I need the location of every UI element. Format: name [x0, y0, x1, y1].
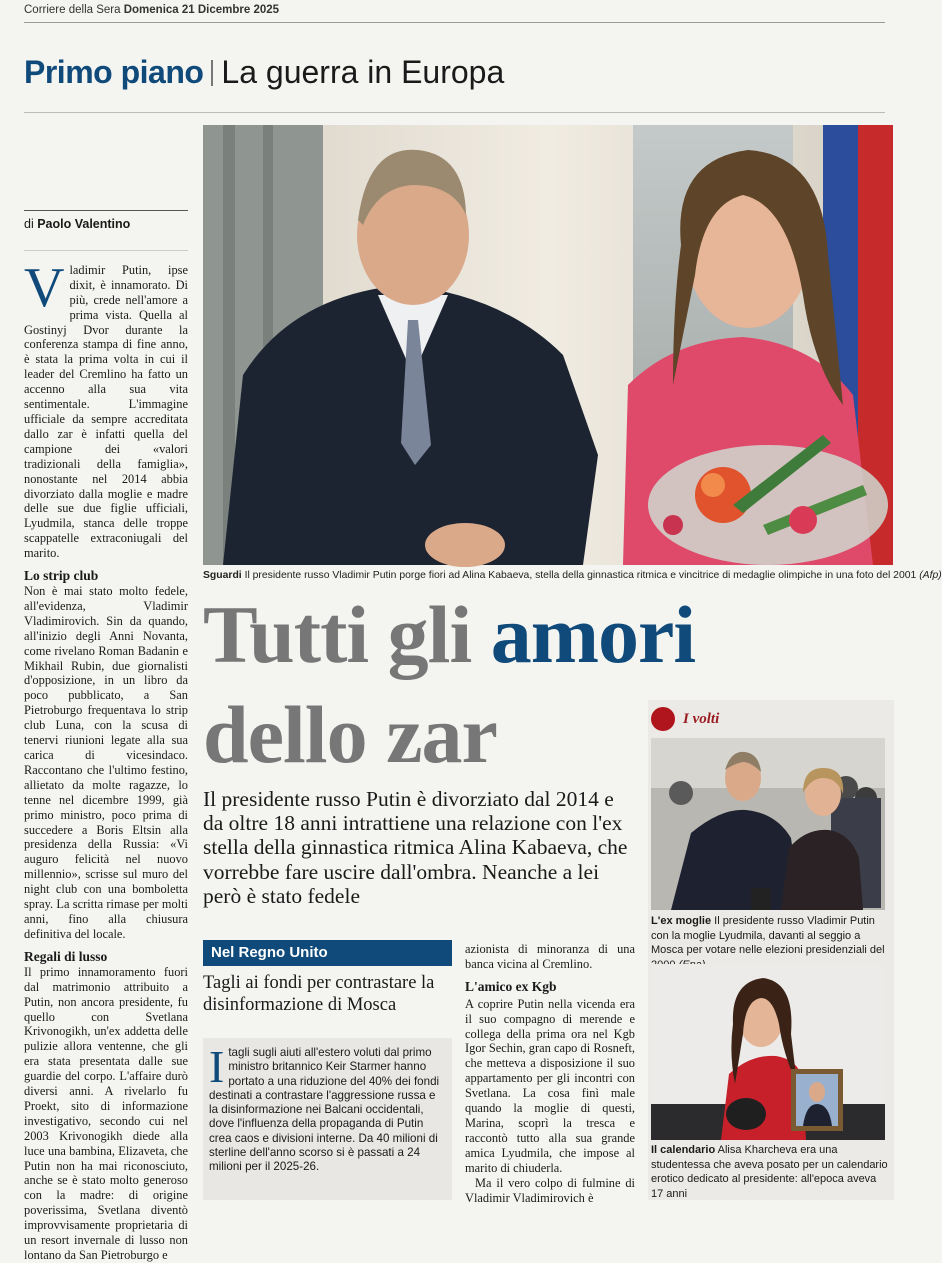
- box-body-text: tagli sugli aiuti all'estero voluti dal primo ministro britannico Keir Starmer hanno portato a una riduzione del 40% dei fondi destinati a contrastare l'aggressione russa e la disinformazione nei Balcani occidentali, dove l'influenza della propaganda di Putin crea caos e divisioni interne. Da 40 milioni di sterline dell'anno scorso si è passati a 24 milioni per il 2025-26.: [209, 1046, 440, 1174]
- byline-prefix: di: [24, 217, 34, 231]
- hero-photo: [203, 125, 893, 565]
- caption-calendario: [651, 1143, 889, 1201]
- box-dropcap: I: [209, 1041, 225, 1092]
- section-separator: [211, 60, 213, 86]
- headline-accent: amori: [490, 589, 696, 680]
- byline: [24, 210, 188, 251]
- header-rule: [24, 112, 885, 113]
- subheading-regali: Regali di lusso: [24, 948, 108, 964]
- mid-paragraph-1: A coprire Putin nella vicenda era il suo compagno di merende e collega della prima ora nel Kgb Igor Sechin, gran capo di Rosneft, che metteva a disposizione il suo appartamento per gli incontri con Svetlana. La cosa finì male quando la moglie di questi, Marina, scoprì la tresca e raccontò tutto alla sua grande amica Lyudmila, che impose al marito di chiuderla.: [465, 996, 635, 1175]
- photo-ex-moglie: [651, 738, 885, 910]
- caption-ex-moglie-lead: L'ex moglie: [651, 915, 712, 927]
- sidebar-bullet-icon: [651, 707, 675, 731]
- section-header: [24, 52, 504, 92]
- hero-caption-lead: Sguardi: [203, 570, 242, 581]
- caption-calendario-text: Alisa Kharcheva era una studentessa che aveva posato per un calendario erotico dedicato al presidente: all'epoca aveva 17 anni: [651, 1144, 888, 1200]
- caption-calendario-lead: Il calendario: [651, 1144, 716, 1156]
- paragraph-strip-club: Non è mai stato molto fedele, all'evidenza, Vladimir Vladimirovich. Sin da quando, all'inizio degli Anni Novanta, come rivelano Roman Badanin e Mikhail Rubin, due giornalisti d'opposizione, in un libro da poco pubblicato, a San Pietroburgo frequentava lo strip club Luna, con la scusa di tenervi riunioni legate alla sua carica di vicesindaco. Raccontano che l'ultimo festino, allietato da molte ragazze, lo tenne nel dicembre 1999, già primo ministro, poco prima di succedere a Boris Eltsin alla presidenza della Russia: «Vi auguro felicità nel nuovo millennio», scrisse sul muro del night club con una bomboletta spray. La scritta rimase per molti anni, fino alla chiusura definitiva del locale.: [24, 584, 188, 941]
- hero-photo-illustration: [203, 125, 893, 565]
- paragraph-regali: Il primo innamoramento fuori dal matrimonio attribuito a Putin, non ancora presidente, fu quello con Svetlana Krivonogikh, un'ex addetta delle pulizie allora ventenne, che gli era stata presentata dalle sue guardie del corpo. L'affaire durò diversi anni. A rivelarlo fu Proekt, sito di informazione investigativo, secondo cui nel 2003 Krivonogikh diede alla luce una bambina, Elizaveta, che Putin non ha mai riconosciuto, anche se è stato molto generoso con la madre: di origine poverissima, Svetlana diventò improvvisamente proprietaria di un resort invernale di lusso non lontano da San Pietroburgo e: [24, 964, 188, 1262]
- mid-paragraph-0: azionista di minoranza di una banca vicina al Cremlino.: [465, 942, 635, 971]
- sidebar-i-volti: [648, 700, 894, 1200]
- headline-part1: Tutti gli: [203, 589, 491, 680]
- hero-caption-credit: (Afp): [919, 570, 942, 581]
- hero-caption-text: Il presidente russo Vladimir Putin porge fiori ad Alina Kabaeva, stella della ginnastica ritmica e vincitrice di medaglie olimpiche in una foto del 2001: [241, 570, 920, 581]
- photo-ex-moglie-illustration: [651, 738, 885, 910]
- sidebar-title: I volti: [683, 710, 720, 727]
- box-label: Nel Regno Unito: [203, 940, 452, 966]
- sidebar-header: [651, 707, 719, 731]
- dropcap: V: [24, 256, 65, 319]
- mid-column: [465, 942, 635, 1205]
- intro-text: ladimir Putin, ipse dixit, è innamorato. Di più, crede nell'amore a prima vista. Quella al Gostinyj Dvor durante la conferenza stampa di fine anno, è stata la prima volta in cui il leader del Cremlino ha fatto un accenno alla sua vita sentimentale. L'immagine ufficiale da sempre accreditata dallo zar è infatti quella del campione dei «valori tradizionali della famiglia», nonostante nel 2014 abbia divorziato dalla moglie e madre delle sue due figlie ufficiali, Lyudmila, stanca delle troppe scappatelle extraconiugali del marito.: [24, 262, 188, 561]
- left-column: [24, 210, 188, 1263]
- box-title: Tagli ai fondi per contrastare la disinformazione di Mosca: [203, 973, 435, 1015]
- photo-calendario: [651, 964, 885, 1140]
- intro-paragraph: [24, 256, 188, 561]
- subheading-amico-kgb: L'amico ex Kgb: [465, 978, 557, 994]
- subheading-strip-club: Lo strip club: [24, 568, 99, 584]
- deck: Il presidente russo Putin è divorziato dal 2014 e da oltre 18 anni intrattiene una relazione con l'ex stella della ginnastica ritmica Alina Kabaeva, che vorrebbe fare uscire dall'ombra. Neanche a lei però è stato fedele: [203, 787, 628, 908]
- hero-caption: [203, 570, 942, 581]
- section-primary: Primo piano: [24, 54, 204, 90]
- box-body: [203, 1038, 452, 1200]
- masthead-date: Domenica 21 Dicembre 2025: [123, 4, 280, 16]
- masthead: [24, 4, 279, 16]
- mid-paragraph-2: Ma il vero colpo di fulmine di Vladimir Vladimirovich è: [465, 1175, 635, 1205]
- section-secondary: La guerra in Europa: [221, 54, 505, 90]
- byline-author: Paolo Valentino: [37, 217, 131, 231]
- caption-ex-moglie-text: Il presidente russo Vladimir Putin con la moglie Lyudmila, davanti al seggio a Mosca per votare nelle elezioni presidenziali del: [651, 915, 885, 956]
- photo-calendario-illustration: [651, 964, 885, 1140]
- headline-part2: dello zar: [203, 689, 497, 780]
- top-rule: [24, 22, 885, 23]
- masthead-paper: Corriere della Sera: [24, 4, 121, 16]
